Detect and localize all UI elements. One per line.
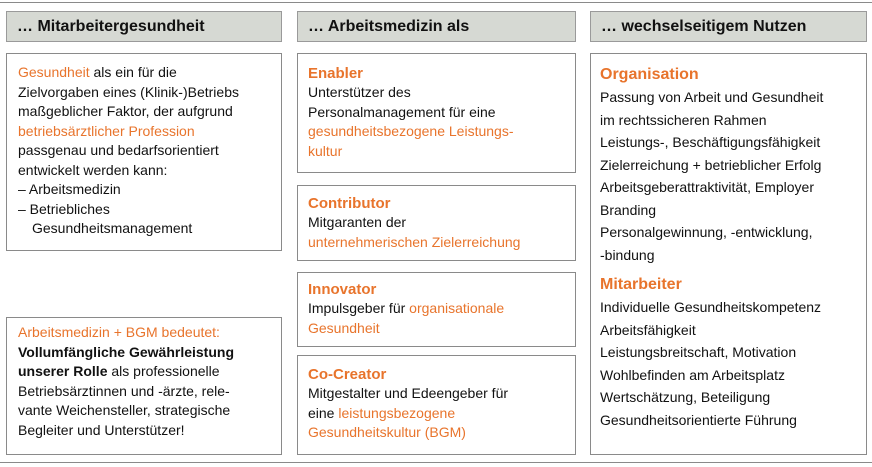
mitarbeiter-item: Arbeitsfähigkeit [600, 321, 696, 338]
enabler-line-3: gesundheitsbezogene Leistungs- [308, 123, 514, 139]
mitarbeiter-item: Individuelle Gesundheitskompetenz [600, 299, 822, 315]
co-creator-line-1: Mitgestalter und Edeengeber für [308, 385, 509, 401]
organisation-item: Leistungs-, Beschäftigungsfähigkeit [600, 134, 821, 150]
organisation-item: Personalgewinnung, -entwicklung, [600, 224, 813, 240]
gesundheit-line-8: – Betriebliches [18, 200, 110, 217]
gesundheit-line-5: passgenau und bedarfsorientiert [18, 142, 219, 158]
header-arbeitsmedizin-als: … Arbeitsmedizin als [297, 11, 576, 42]
innovator-line-2: Gesundheit [308, 319, 380, 336]
header-mitarbeitergesundheit: … Mitarbeitergesundheit [6, 11, 282, 42]
bottom-rule [0, 462, 872, 463]
gesundheit-line-2: Zielvorgaben eines (Klinik-)Betriebs [18, 83, 239, 100]
nutzen-box [590, 53, 867, 455]
co-creator-line-2: eine leistungsbezogene [308, 404, 456, 421]
innovator-box [297, 272, 576, 347]
gesundheit-line-9: Gesundheitsmanagement [32, 220, 193, 236]
innovator-title: Innovator [308, 281, 377, 298]
co-creator-line-3: Gesundheitskultur (BGM) [308, 424, 466, 440]
mitarbeiter-title: Mitarbeiter [600, 276, 682, 293]
organisation-item: Zielerreichung + betrieblicher Erfolg [600, 156, 822, 173]
mitarbeiter-item: Gesundheitsorientierte Führung [600, 411, 797, 428]
bgm-line-5: vante Weichensteller, strategische [18, 402, 231, 418]
top-rule [0, 2, 872, 3]
mitarbeiter-item: Leistungsbreitschaft, Motivation [600, 344, 797, 360]
bgm-box [6, 317, 282, 455]
contributor-line-2: unternehmerischen Zielerreichung [308, 233, 521, 250]
co-creator-title: Co-Creator [308, 366, 387, 383]
gesundheit-line-7: – Arbeitsmedizin [18, 181, 121, 197]
enabler-line-1: Unterstützer des [308, 84, 411, 100]
bgm-line-1: Arbeitsmedizin + BGM bedeutet: [18, 324, 220, 340]
bgm-line-4: Betriebsärztinnen und -ärzte, rele- [18, 382, 230, 399]
enabler-box [297, 53, 576, 173]
co-creator-box [297, 355, 576, 455]
contributor-title: Contributor [308, 195, 391, 212]
contributor-box [297, 185, 576, 261]
organisation-item: im rechtssicheren Rahmen [600, 111, 767, 128]
gesundheit-line-1: Gesundheit als ein für die [18, 64, 177, 80]
contributor-line-1: Mitgaranten der [308, 214, 407, 230]
gesundheit-box [6, 53, 282, 251]
organisation-title: Organisation [600, 66, 699, 83]
bgm-line-2: Vollumfängliche Gewährleistung [18, 343, 234, 360]
enabler-line-2: Personalmanagement für eine [308, 103, 496, 120]
innovator-line-1: Impulsgeber für organisationale [308, 300, 505, 316]
gesundheit-line-4: betriebsärztlicher Profession [18, 122, 195, 139]
header-wechselseitigem-nutzen: … wechselseitigem Nutzen [590, 11, 867, 42]
organisation-item: Branding [600, 201, 657, 218]
organisation-item: Arbeitsgeberattraktivität, Employer [600, 179, 814, 195]
enabler-line-4: kultur [308, 142, 343, 159]
gesundheit-line-3: maßgeblicher Faktor, der aufgrund [18, 103, 233, 119]
mitarbeiter-item: Wertschätzung, Beteiligung [600, 389, 771, 405]
organisation-item: -bindung [600, 246, 655, 263]
enabler-title: Enabler [308, 65, 364, 82]
bgm-line-6: Begleiter und Unterstützer! [18, 421, 185, 438]
gesundheit-line-6: entwickelt werden kann: [18, 161, 168, 178]
mitarbeiter-item: Wohlbefinden am Arbeitsplatz [600, 366, 785, 383]
bgm-line-3: unserer Rolle als professionelle [18, 363, 220, 379]
organisation-item: Passung von Arbeit und Gesundheit [600, 89, 824, 105]
